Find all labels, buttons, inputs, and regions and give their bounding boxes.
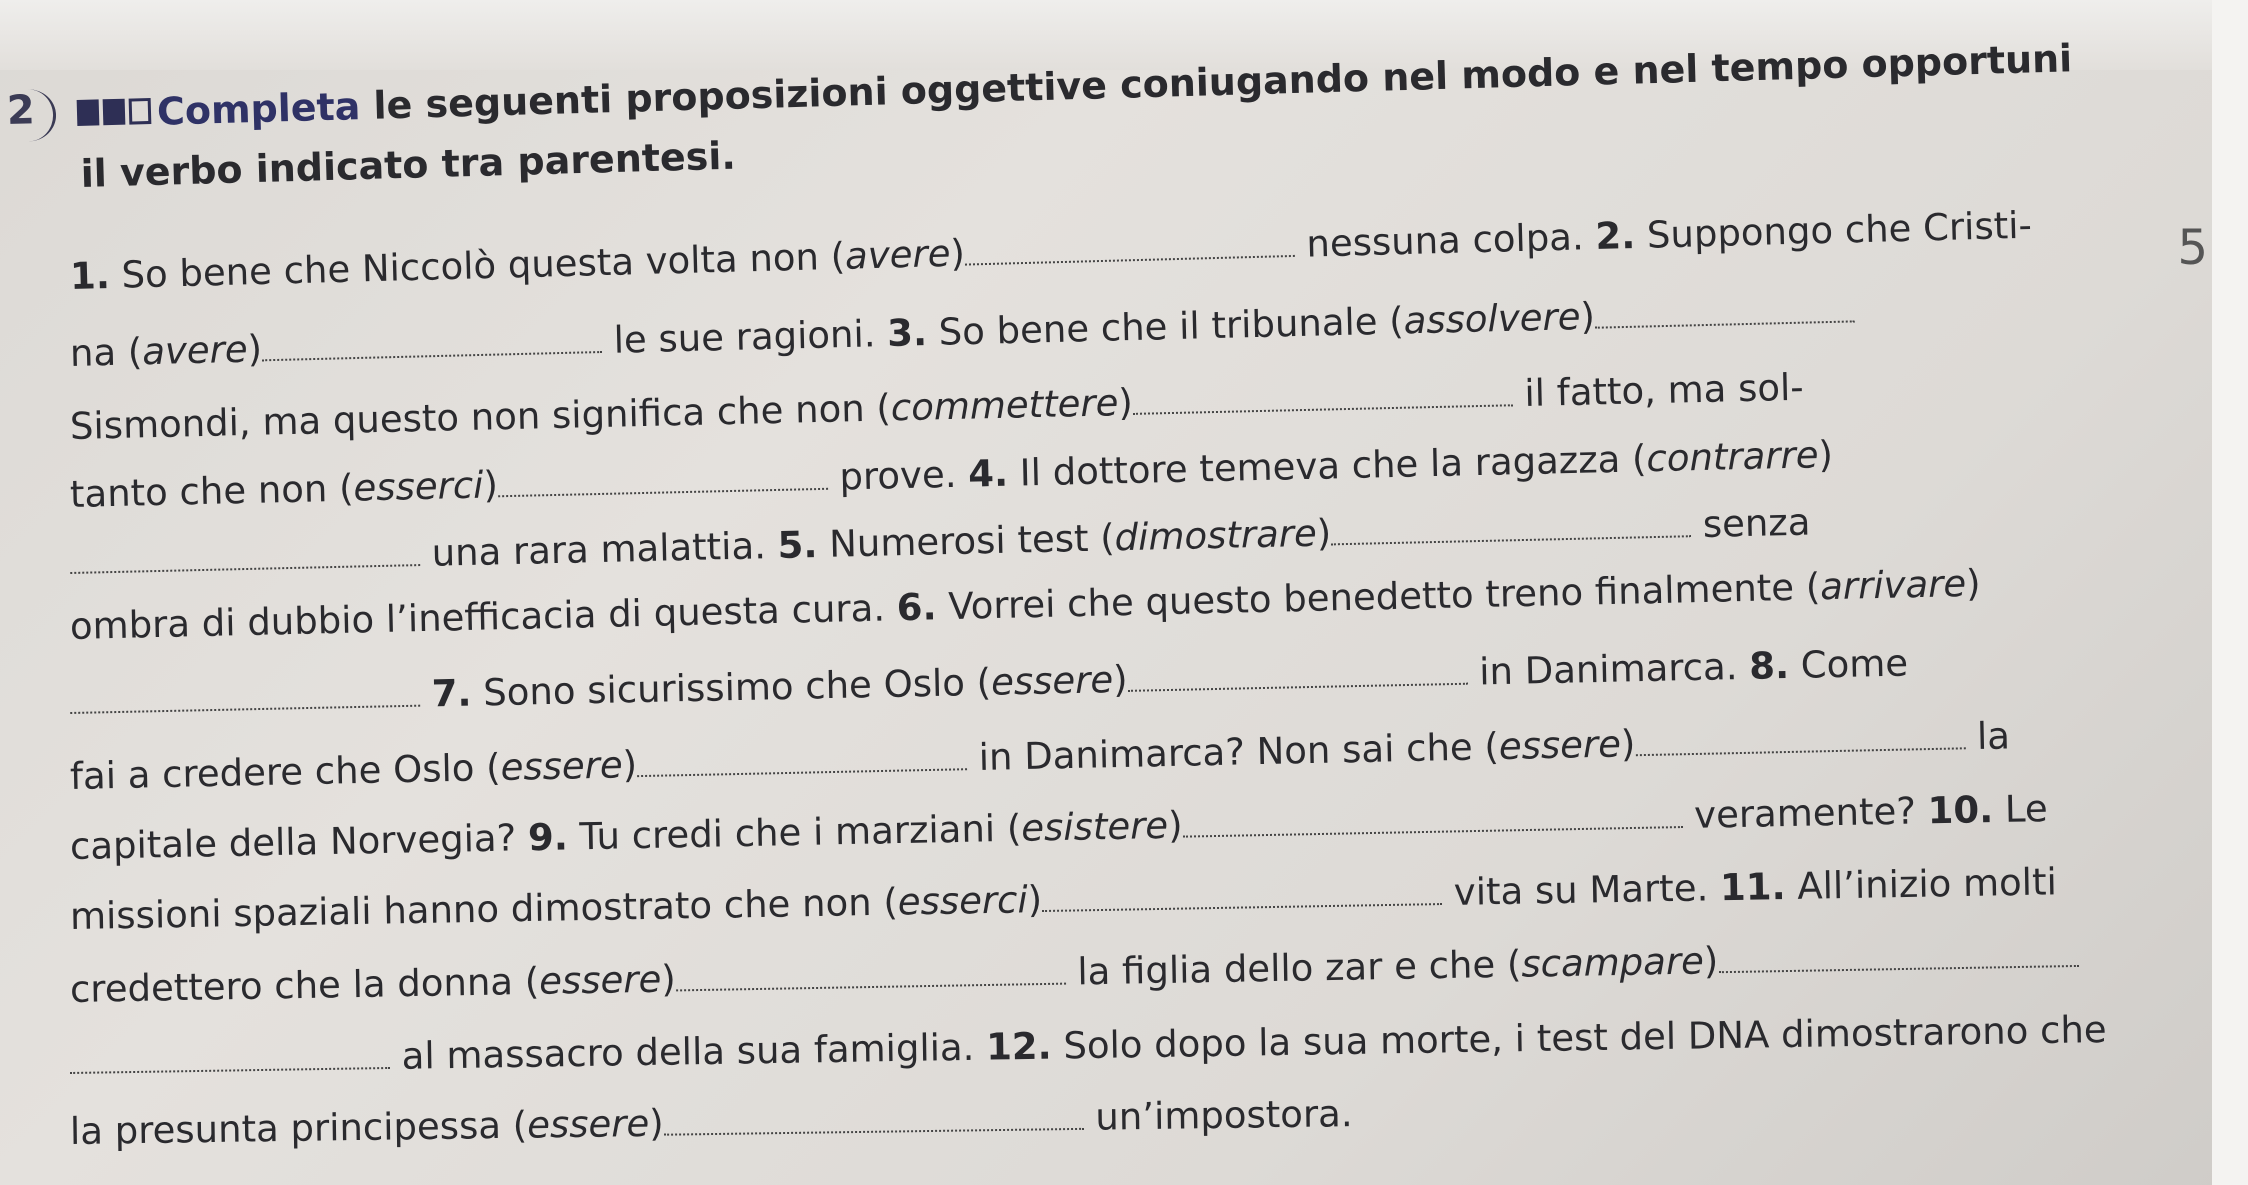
verb-hint: avere: [844, 231, 951, 278]
answer-blank[interactable]: [1127, 653, 1468, 692]
instruction-lead: Completa: [156, 84, 361, 134]
sentence-text: Numerosi test (: [816, 516, 1116, 567]
sentence-text: nessuna colpa.: [1294, 215, 1596, 266]
sentence-text: So bene che il tribunale (: [926, 299, 1405, 355]
item-number: 4.: [967, 451, 1009, 496]
answer-blank[interactable]: [663, 1098, 1083, 1136]
sentence-text: All’inizio molti: [1785, 860, 2058, 909]
sentence-text: ): [1965, 561, 1982, 605]
sentence-text: tanto che non (: [69, 466, 355, 516]
verb-hint: avere: [141, 327, 249, 374]
sentence-text: Suppongo che Cristi-: [1634, 203, 2033, 258]
answer-blank[interactable]: [1331, 505, 1692, 545]
sentence-text: Tu credi che i marziani (: [567, 806, 1022, 859]
verb-hint: essere: [538, 957, 662, 1003]
answer-blank[interactable]: [1132, 374, 1513, 415]
sentence-text: il fatto, ma sol-: [1512, 365, 1805, 416]
verb-hint: assolvere: [1403, 295, 1581, 343]
answer-blank[interactable]: [1635, 717, 1966, 756]
sentence-text: la presunta principessa (: [69, 1103, 528, 1153]
sentence-text: un’impostora.: [1083, 1092, 1353, 1139]
item-number: 7.: [431, 671, 472, 716]
item-number: 6.: [896, 585, 938, 630]
sentence-text: ): [1817, 433, 1834, 477]
sentence-text: le sue ragioni.: [601, 312, 888, 362]
item-number: 8.: [1748, 643, 1790, 688]
sentence-text: fai a credere che Oslo (: [69, 745, 502, 798]
sentence-text: [419, 672, 432, 715]
instruction-line-2: il verbo indicato tra parentesi.: [80, 133, 737, 196]
sentence-text: la figlia dello zar e che (: [1065, 942, 1522, 994]
sentence-text: ): [648, 1101, 664, 1145]
item-number: 11.: [1719, 865, 1786, 910]
answer-blank[interactable]: [1042, 873, 1442, 912]
sentence-text: ): [1117, 380, 1134, 425]
answer-blank[interactable]: [1182, 796, 1683, 838]
sentence-text: Le: [1992, 787, 2049, 832]
sentence-text: ): [1703, 939, 1719, 983]
verb-hint: contrarre: [1645, 433, 1819, 481]
answer-blank[interactable]: [497, 458, 828, 497]
difficulty-square-filled: [77, 99, 100, 126]
instruction-text: le seguenti proposizioni oggettive coniugando nel modo e nel tempo opportuni: [359, 36, 2073, 129]
sentence-text: ): [660, 957, 677, 1001]
page-right-edge: [2212, 0, 2248, 1185]
sentence-text: ): [482, 463, 499, 507]
exercise-number: 2: [6, 87, 36, 134]
verb-hint: essere: [500, 743, 624, 789]
answer-blank[interactable]: [1594, 290, 1855, 328]
difficulty-square-filled: [103, 99, 126, 126]
answer-blank[interactable]: [262, 321, 603, 361]
sentence-text: veramente?: [1682, 789, 1929, 838]
difficulty-indicator: [77, 98, 152, 126]
sentence-text: missioni spaziali hanno dimostrato che non (: [69, 880, 899, 938]
answer-blank[interactable]: [964, 225, 1295, 266]
verb-hint: esserci: [897, 878, 1029, 924]
sentence-text: Solo dopo la sua morte, i test del DNA dimostrarono che: [1051, 1008, 2107, 1068]
sentence-text: ): [949, 231, 966, 275]
sentence-text: Come: [1788, 641, 1909, 687]
sentence-text: capitale della Norvegia?: [69, 816, 529, 868]
item-number: 2.: [1594, 214, 1636, 259]
sentence-text: la: [1964, 714, 2011, 759]
sentence-text: Sono sicurissimo che Oslo (: [471, 660, 992, 715]
sentence-text: al massacro della sua famiglia.: [389, 1025, 987, 1078]
sentence-text: una rara malattia.: [419, 523, 779, 576]
sentence-text: ): [1167, 803, 1183, 847]
sentence-text: credettero che la donna (: [69, 959, 540, 1011]
sentence-text: ): [1112, 657, 1128, 702]
item-number: 3.: [886, 311, 928, 356]
verb-hint: essere: [990, 658, 1114, 704]
verb-hint: dimostrare: [1114, 511, 1318, 560]
item-number: 5.: [777, 523, 818, 567]
sentence-text: ): [1027, 878, 1043, 922]
sentence-text: Vorrei che questo benedetto treno finalmente (: [936, 565, 1821, 629]
sentence-text: prove.: [827, 452, 969, 499]
verb-hint: esserci: [353, 463, 484, 510]
sentence-text: na (: [69, 330, 143, 375]
sentence-text: Il dottore temeva che la ragazza (: [1007, 437, 1647, 495]
answer-blank[interactable]: [70, 1037, 390, 1074]
item-number: 10.: [1927, 788, 1994, 833]
item-number: 9.: [527, 815, 569, 860]
verb-hint: essere: [1498, 722, 1622, 769]
sentence-text: So bene che Niccolò questa volta non (: [109, 234, 846, 297]
verb-hint: esistere: [1020, 803, 1169, 850]
sentence-text: in Danimarca.: [1467, 644, 1750, 694]
item-number: 1.: [69, 253, 111, 298]
difficulty-square-empty: [129, 98, 152, 125]
answer-blank[interactable]: [70, 675, 421, 714]
verb-hint: commettere: [890, 381, 1119, 430]
answer-blank[interactable]: [675, 953, 1065, 992]
sentence-text: ): [1579, 294, 1596, 339]
sentence-text: ): [1316, 511, 1332, 555]
item-number: 12.: [985, 1024, 1052, 1069]
sentence-text: Sismondi, ma questo non significa che non (: [69, 386, 892, 448]
answer-blank[interactable]: [70, 534, 421, 574]
margin-page-mark: 5: [2177, 220, 2208, 276]
sentence-text: ): [1620, 722, 1636, 766]
sentence-text: ombra di dubbio l’inefficacia di questa cura.: [69, 586, 898, 648]
sentence-text: in Danimarca? Non sai che (: [966, 725, 1500, 780]
verb-hint: arrivare: [1819, 561, 1967, 609]
verb-hint: essere: [526, 1101, 650, 1147]
sentence-text: ): [622, 743, 638, 787]
answer-blank[interactable]: [637, 738, 968, 777]
sentence-text: ): [247, 327, 263, 371]
verb-hint: scampare: [1520, 939, 1705, 986]
sentence-text: senza: [1690, 500, 1811, 547]
answer-blank[interactable]: [1718, 935, 2079, 973]
sentence-text: vita su Marte.: [1441, 866, 1721, 915]
